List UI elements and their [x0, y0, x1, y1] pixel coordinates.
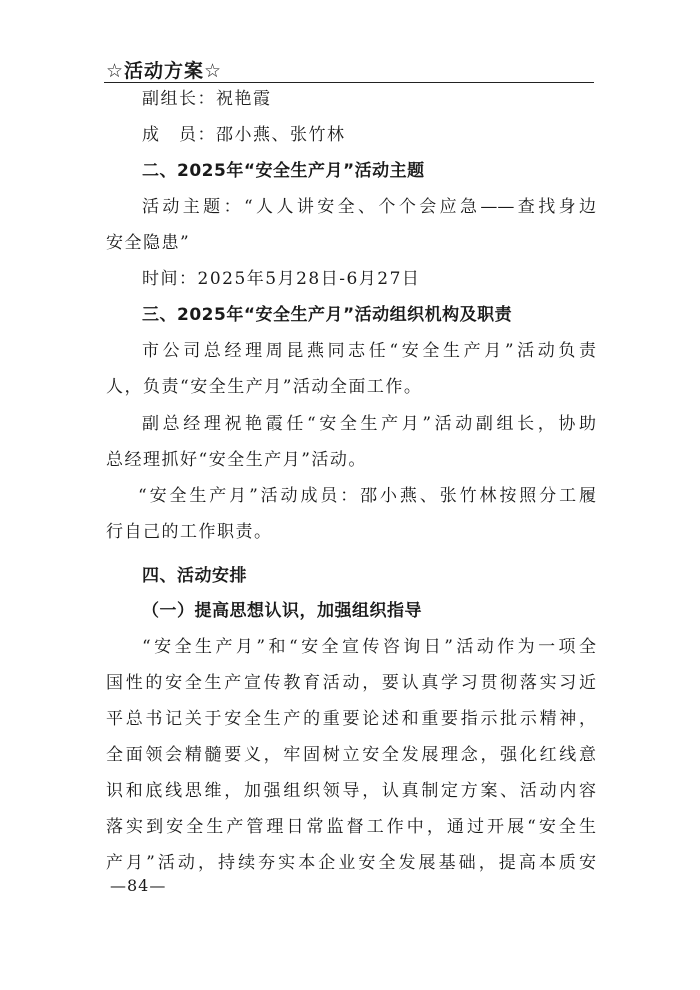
body-line: 时间：2025年5月28日-6月27日: [142, 269, 421, 289]
body-line: 行自己的工作职责。: [106, 522, 273, 542]
body-line: 总经理抓好“安全生产月”活动。: [106, 450, 367, 470]
body-line: 活动主题：“人人讲安全、个个会应急——查找身边: [142, 197, 596, 217]
body-line: 副组长：祝艳霞: [142, 89, 272, 109]
body-line: 市公司总经理周昆燕同志任“安全生产月”活动负责: [142, 341, 596, 361]
body-line: 平总书记关于安全生产的重要论述和重要指示批示精神，: [106, 709, 596, 729]
header-rule: [104, 82, 594, 83]
body-line: 成 员：邵小燕、张竹林: [142, 125, 346, 145]
body-line: 产月”活动，持续夯实本企业安全发展基础，提高本质安: [106, 853, 596, 873]
body-line: 人，负责“安全生产月”活动全面工作。: [106, 377, 423, 397]
page-header-title: ☆活动方案☆: [106, 60, 223, 82]
subsection-heading: （一）提高思想认识，加强组织指导: [142, 601, 422, 621]
page-number: —84—: [110, 876, 167, 895]
body-line: “安全生产月”活动成员：邵小燕、张竹林按照分工履: [138, 486, 596, 506]
section-heading: 二、2025年“安全生产月”活动主题: [142, 161, 425, 181]
body-line: “安全生产月”和“安全宣传咨询日”活动作为一项全: [142, 637, 596, 657]
section-heading: 三、2025年“安全生产月”活动组织机构及职责: [142, 305, 513, 325]
body-line: 副总经理祝艳霞任“安全生产月”活动副组长，协助: [142, 414, 596, 434]
body-line: 安全隐患”: [106, 233, 191, 253]
body-line: 全面领会精髓要义，牢固树立安全发展理念，强化红线意: [106, 745, 596, 765]
body-line: 落实到安全生产管理日常监督工作中，通过开展“安全生: [106, 817, 596, 837]
body-line: 国性的安全生产宣传教育活动，要认真学习贯彻落实习近: [106, 673, 596, 693]
body-line: 识和底线思维，加强组织领导，认真制定方案、活动内容: [106, 781, 596, 801]
section-heading: 四、活动安排: [142, 566, 247, 586]
